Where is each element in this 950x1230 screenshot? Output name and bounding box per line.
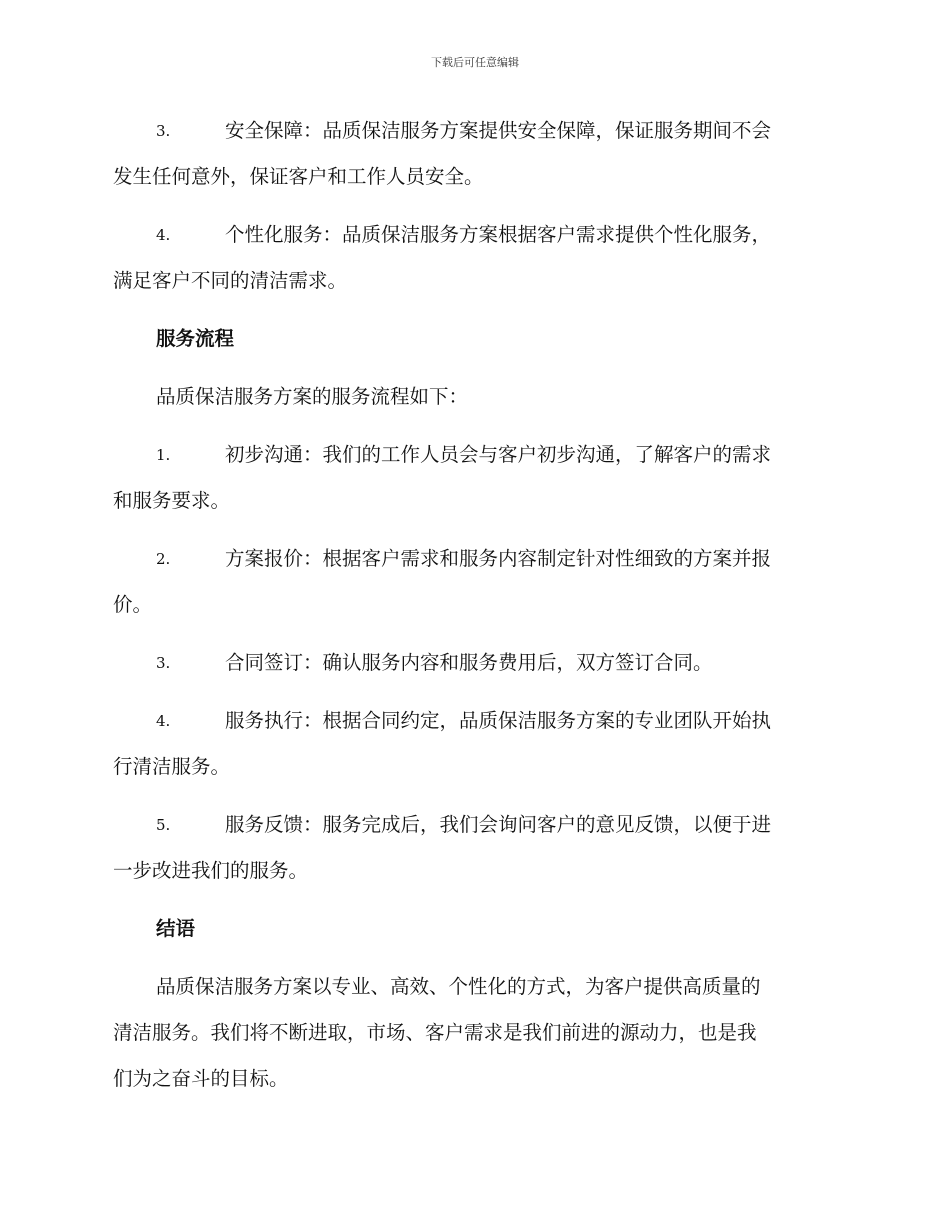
list-item-text-line1: 个性化服务：品质保洁服务方案根据客户需求提供个性化服务，	[225, 223, 772, 246]
process-step-5	[113, 802, 835, 894]
list-item-text-line2: 发生任何意外，保证客户和工作人员安全。	[113, 165, 484, 188]
process-intro	[113, 374, 835, 420]
list-number: 4.	[156, 712, 171, 730]
list-number: 3.	[156, 122, 171, 140]
process-step-1	[113, 432, 835, 524]
section-heading-process: 服务流程	[156, 327, 235, 350]
paragraph-line: 清洁服务。我们将不断进取，市场、客户需求是我们前进的源动力，也是我	[113, 1021, 757, 1044]
conclusion-paragraph	[113, 964, 835, 1102]
section-heading-conclusion: 结语	[156, 917, 196, 940]
list-item-text-line2: 和服务要求。	[113, 489, 231, 512]
feature-item-4	[113, 212, 835, 304]
list-item-text-line2: 价。	[113, 593, 153, 616]
list-item-text-line2: 满足客户不同的清洁需求。	[113, 269, 348, 292]
list-number: 5.	[156, 816, 171, 834]
list-number: 4.	[156, 226, 171, 244]
list-number: 1.	[156, 446, 171, 464]
list-item-text-line1: 服务执行：根据合同约定，品质保洁服务方案的专业团队开始执	[225, 709, 772, 732]
process-step-2	[113, 536, 835, 628]
paragraph-line: 品质保洁服务方案以专业、高效、个性化的方式，为客户提供高质量的	[156, 975, 761, 998]
list-item-text-line1: 安全保障：品质保洁服务方案提供安全保障，保证服务期间不会	[225, 119, 772, 142]
paragraph-line: 们为之奋斗的目标。	[113, 1067, 289, 1090]
feature-item-3	[113, 108, 835, 200]
paragraph-line: 品质保洁服务方案的服务流程如下：	[156, 385, 469, 408]
page-header: 下载后可任意编辑	[431, 56, 519, 69]
list-number: 3.	[156, 654, 171, 672]
list-item-text-line2: 行清洁服务。	[113, 755, 231, 778]
document-body	[113, 108, 835, 1114]
list-item-text-line1: 初步沟通：我们的工作人员会与客户初步沟通，了解客户的需求	[225, 443, 772, 466]
list-number: 2.	[156, 550, 171, 568]
process-step-3	[113, 640, 835, 686]
process-step-4	[113, 698, 835, 790]
list-item-text-line1: 服务反馈：服务完成后，我们会询问客户的意见反馈，以便于进	[225, 813, 772, 836]
list-item-text-line1: 合同签订：确认服务内容和服务费用后，双方签订合同。	[225, 651, 713, 674]
list-item-text-line2: 一步改进我们的服务。	[113, 859, 309, 882]
list-item-text-line1: 方案报价：根据客户需求和服务内容制定针对性细致的方案并报	[225, 547, 772, 570]
